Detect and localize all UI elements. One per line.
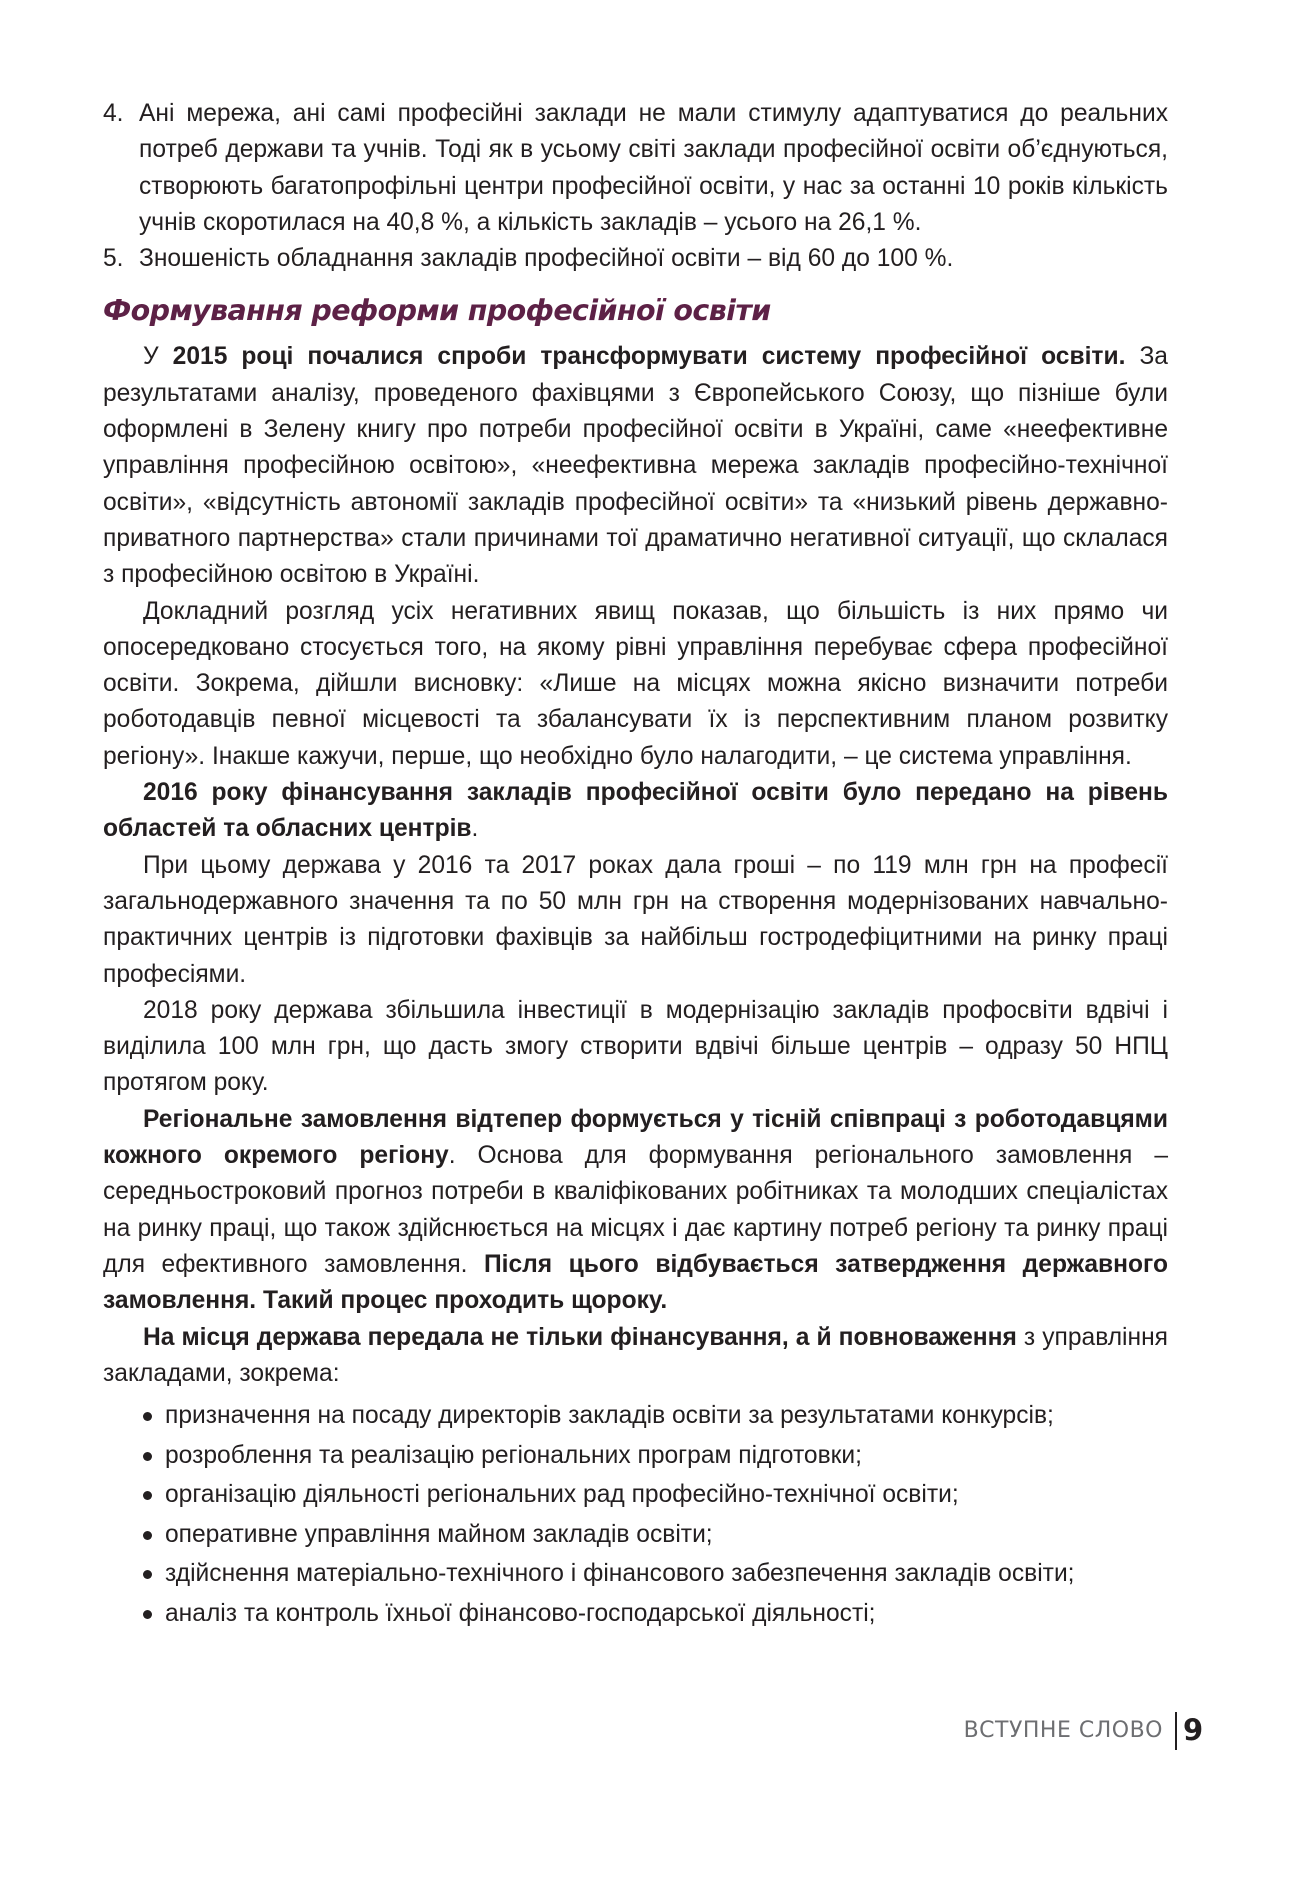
bullet-icon xyxy=(143,1452,152,1461)
paragraph-regional-order xyxy=(103,1102,1168,1320)
list-item-number: 4. xyxy=(103,100,124,127)
bullet-list xyxy=(103,1396,1168,1633)
page-footer xyxy=(0,1712,1204,1752)
list-item xyxy=(103,96,1168,241)
paragraph-text: з управління закладами, зокрема: xyxy=(103,1323,1168,1387)
bullet-icon xyxy=(143,1491,152,1500)
bullet-icon xyxy=(143,1570,152,1579)
paragraph-lead: У xyxy=(143,343,173,371)
bullet-item xyxy=(103,1594,1168,1634)
section-heading: Формування реформи професійної освіти xyxy=(103,294,771,328)
list-item-number: 5. xyxy=(103,245,124,273)
bullet-text: призначення на посаду директорів закладів освіти за результатами конкурсів; xyxy=(165,1402,1054,1430)
bullet-icon xyxy=(143,1412,152,1421)
paragraph-analysis: Докладний розгляд усіх негативних явищ показав, що більшість із них прямо чи опосередковано стосується того, на якому рівні управління перебуває сфера професійної освіти. Зокрема, дійшли висновку: «Лише на місцях можна якісно визначити потреби роботодавців певної місцевості та збалансувати їх із перспективним планом розвитку регіону». Інакше кажучи, перше, що необхідно було налагодити, – це система управління. xyxy=(103,597,1168,770)
paragraph-2018: 2018 року держава збільшила інвестиції в модернізацію закладів профосвіти вдвічі і виділила 100 млн грн, що дасть змогу створити вдвічі більше центрів – одразу 50 НПЦ протягом року. xyxy=(103,996,1168,1097)
paragraph-bold: На місця держава передала не тільки фінансування, а й повноваження xyxy=(143,1323,1017,1351)
page-number: 9 xyxy=(1183,1713,1204,1747)
bullet-text: аналіз та контроль їхньої фінансово-господарської діяльності; xyxy=(165,1599,876,1627)
bullet-item xyxy=(103,1475,1168,1515)
numbered-list xyxy=(103,96,1168,277)
list-item xyxy=(103,241,1168,277)
list-item-text: Зношеність обладнання закладів професійної освіти – від 60 до 100 %. xyxy=(139,245,954,273)
bullet-item xyxy=(103,1554,1168,1594)
paragraph-text: . xyxy=(471,815,479,843)
bullet-icon xyxy=(143,1531,152,1540)
bullet-text: розроблення та реалізацію регіональних програм підготовки; xyxy=(165,1441,863,1469)
bullet-item xyxy=(103,1515,1168,1555)
bullet-icon xyxy=(143,1610,152,1619)
paragraph-text: . Основа для формування регіонального замовлення – середньостроковий прогноз потреби в кваліфікованих робітниках та молодших спеціалістах на ринку праці, що також здійснюється на місцях і дає картину потреб регіону та ринку праці для ефективного замовлення. xyxy=(103,1142,1168,1278)
paragraph-2016 xyxy=(103,775,1168,848)
bullet-text: здійснення матеріально-технічного і фінансового забезпечення закладів освіти; xyxy=(165,1560,1075,1588)
list-item-text: Ані мережа, ані самі професійні заклади не мали стимулу адаптуватися до реальних потреб держави та учнів. Тоді як в усьому світі заклади професійної освіти об’єднуються, створюють багатопрофільні центри професійної освіти, у нас за останні 10 років кількість учнів скоротилася на 40,8 %, а кількість закладів – усього на 26,1 %. xyxy=(139,100,1168,236)
bullet-item xyxy=(103,1436,1168,1476)
paragraph-bold: 2015 році почалися спроби трансформувати систему професійної освіти. xyxy=(172,343,1126,371)
paragraph-text: За результатами аналізу, проведеного фахівцями з Європейського Союзу, що пізніше були оформлені в Зелену книгу про потреби професійної освіти в Україні, саме «неефективне управління професійною освітою», «неефективна мережа закладів професійно-технічної освіти», «відсутність автономії закладів професійної освіти» та «низький рівень державно-приватного партнерства» стали причинами тої драматично негативної ситуації, що склалася з професійною освітою в Україні. xyxy=(103,343,1168,589)
paragraph-funding: При цьому держава у 2016 та 2017 роках дала гроші – по 119 млн грн на професії загальнодержавного значення та по 50 млн грн на створення модернізованих навчально-практичних центрів із підготовки фахівців за найбільш гостродефіцитними на ринку праці професіями. xyxy=(103,851,1168,988)
footer-section-label: ВСТУПНЕ СЛОВО xyxy=(963,1718,1163,1743)
paragraph-bold: Після цього відбувається затвердження державного замовлення. Такий процес проходить щороку. xyxy=(103,1250,1168,1315)
paragraph-bold: 2016 року фінансування закладів професійної освіти було передано на рівень областей та обласних центрів xyxy=(103,779,1168,843)
paragraph-2015 xyxy=(103,339,1168,593)
page-content xyxy=(103,96,1168,1633)
bullet-text: оперативне управління майном закладів освіти; xyxy=(165,1520,713,1548)
footer-divider xyxy=(1175,1712,1177,1750)
paragraph-bold: Регіональне замовлення відтепер формується у тісній співпраці з роботодавцями кожного окремого регіону xyxy=(103,1105,1168,1170)
paragraph-powers xyxy=(103,1320,1168,1393)
bullet-item xyxy=(103,1396,1168,1436)
bullet-text: організацію діяльності регіональних рад професійно-технічної освіти; xyxy=(165,1481,959,1509)
